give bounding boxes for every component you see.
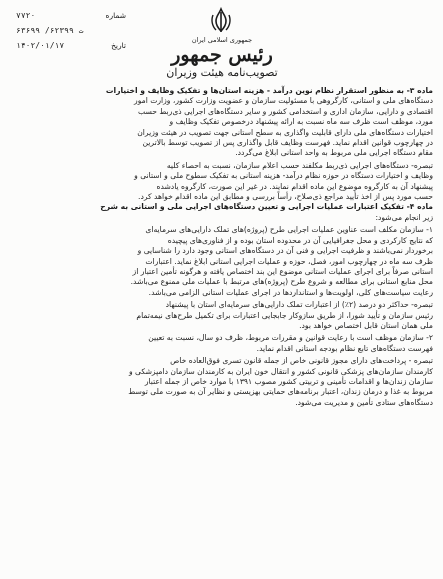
clause-2-line: ۲- سازمان موظف است با رعایت قوانین و مقررات مربوط، ظرف دو سال، نسبت به تعیین (148, 333, 433, 343)
number-value: ۷۷۲۰ (16, 11, 36, 20)
note-line: تبصره- حداکثر دو درصد (۲٪) از اعتبارات تملک دارایی‌های سرمایه‌ای استان با پیشنهاد (165, 300, 433, 310)
body-line: رئیس سازمان و تأیید شورا، از طریق سازوکار جابجایی اعتبارات برای تکمیل طرح‌های نیمه‌تمام (136, 310, 433, 320)
iran-emblem-icon (206, 6, 236, 36)
body-line: فهرست دستگاه‌های تابع نظام بودجه استانی اقدام نماید. (256, 343, 433, 353)
approval-title: تصویب‌نامه هیئت وزیران (166, 66, 278, 79)
body-line: حسب مورد پس از اخذ تأیید مراجع ذی‌صلاح، رأساً بررسی و مطابق این ماده اقدام خواهد کرد. (138, 192, 433, 202)
number-label: شماره (105, 11, 126, 20)
body-line: دستگاه‌های ملی و استانی، کارگروهی با مسئولیت سازمان و عضویت وزارت کشور، وزارت امور (134, 96, 433, 106)
note-line: تبصره - پرداخت‌های دارای مجوز قانونی خاص از جمله قانون تسری فوق‌العاده خاص (170, 356, 433, 366)
body-line: دستگاه‌های ستادی تأمین و مدیریت می‌شود. (295, 397, 433, 407)
body-line: سازمان زندان‌ها و اقدامات تأمینی و تربیتی کشور مصوب ۱۳۹۱ با موارد خاص از جمله اعتبار (144, 376, 433, 386)
document-body (10, 86, 433, 408)
body-line: ملی همان استان قابل اختصاص خواهد بود. (299, 320, 433, 330)
republic-text: جمهوری اسلامی ایران (191, 36, 253, 44)
letterhead (160, 36, 284, 80)
body-line: اقتصادی و دارایی، سازمان اداری و استخدامی کشور و سایر دستگاه‌های اجرایی ذی‌ربط حسب (138, 106, 433, 116)
body-line: برخوردار نمی‌باشند و ظرفیت اجرایی و فنی آن در دستگاه‌های استانی وجود دارد را شناسایی و (137, 246, 433, 256)
body-line: وظایف و اختیارات دستگاه در حوزه نظام درآمد- هزینه استانی به تفکیک سطوح ملی و استانی و (134, 171, 433, 181)
article-3-line: ماده ۳- به منظور استقرار نظام نوین درآمد - هزینه استان‌ها و تفکیک وظایف و اختیارات (105, 86, 433, 95)
presidency-title: رئیس جمهور (171, 44, 273, 66)
letter-meta (16, 8, 126, 53)
body-line: در چهارچوب قوانین اقدام نماید. فهرست وظایف قابل واگذاری پس از تصویب توسط بالاترین (142, 138, 433, 148)
body-line: مقام دستگاه اجرایی ملی مربوط به واحد استانی ابلاغ می‌گردد. (235, 148, 433, 158)
date-row (16, 38, 126, 53)
article-4-line: ماده ۴- تفکیک اعتبارات عملیات اجرایی و تعیین دستگاه‌های اجرایی ملی و استانی به شرح (100, 202, 433, 212)
body-line: محل منابع استانی برای مطالعه و شروع طرح (پروژه)های مرتبط با عملیات ملی ممنوع می‌باشد. (130, 277, 433, 287)
body-line: مورد، موظف است ظرف سه ماه نسبت به ارائه پیشنهاد درخصوص تفکیک وظایف و (169, 117, 433, 127)
body-line: اختیارات دستگاه‌های ملی دارای قابلیت واگذاری به سطح استانی جهت تصویب در هیئت وزیران (137, 127, 433, 137)
number-row-2 (16, 23, 126, 38)
body-line: که نتایج کارکردی و محل جغرافیایی آن در محدوده استان بوده و از فناوری‌های پیچیده (167, 235, 433, 245)
number-row (16, 8, 126, 23)
body-line: کارمندان سازمان‌های پزشکی قانونی کشور و انتقال خون ایران به کارمندان سازمان دامپزشکی و (128, 366, 433, 376)
body-line: زیر انجام می‌شود: (375, 212, 433, 222)
date-label: تاریخ (111, 41, 126, 50)
clause-1-line: ۱- سازمان مکلف است عناوین عملیات اجرایی طرح (پروژه)های تملک دارایی‌های سرمایه‌ای (145, 225, 433, 235)
note-line: تبصره- دستگاه‌های اجرایی ذی‌ربط مکلفند حسب اعلام سازمان، نسبت به احصاء کلیه (166, 160, 433, 170)
body-line: استانی صرفاً برای اجرای عملیات استانی موضوع این بند اختصاص یافته و هرگونه تأمین اعتبار از (132, 266, 433, 276)
body-line: مربوط به غذا و درمان زندان، اعتبار برنامه‌های حمایتی بهزیستی و نظایر آن به صورت ملی توسط (128, 387, 433, 397)
body-line: پیشنهاد آن به کارگروه موضوع این ماده اقدام نمایند. در غیر این صورت، کارگروه یادشده (156, 181, 433, 191)
date-value: ۱۴۰۲/۰۱/۱۷ (16, 41, 65, 50)
number-value-2: ۶۳۶۹۹ /ت ۶۲۳۹۹ (16, 26, 84, 35)
body-line: ظرف سه ماه در چهارچوب امور، فصل، حوزه و عملیات اجرایی استانی ابلاغ نماید. اعتبارات (145, 256, 433, 266)
body-line: رعایت سیاست‌های کلی، اولویت‌ها و استانداردها در اجرای عملیات استانی الزامی می‌باشد. (148, 287, 433, 297)
